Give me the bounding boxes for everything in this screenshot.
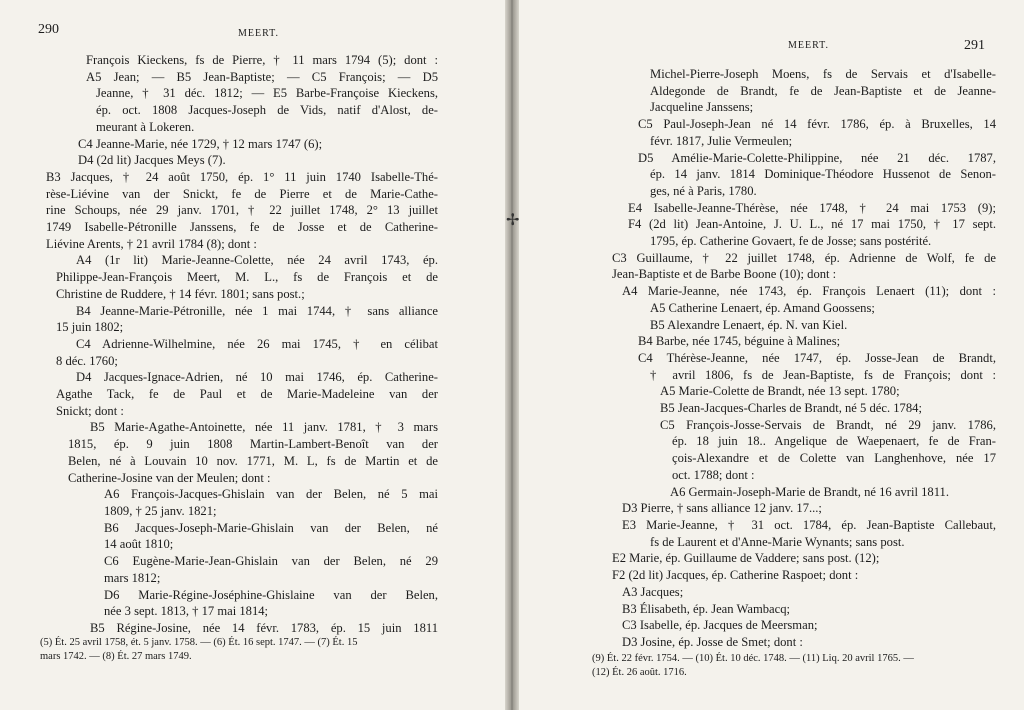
text-line: Jeanne, † 31 déc. 1812; — E5 Barbe-Françoise Kieckens, — [96, 86, 438, 101]
text-line: C6 Eugène-Marie-Jean-Ghislain van der Belen, né 29 — [104, 554, 438, 569]
text-line: D4 (2d lit) Jacques Meys (7). — [78, 153, 226, 168]
text-line: B5 Jean-Jacques-Charles de Brandt, né 5 déc. 1784; — [660, 401, 922, 416]
text-line: çois-Alexandre et de Colette van Langhenhove, née 17 — [672, 451, 996, 466]
text-line: D6 Marie-Régine-Joséphine-Ghislaine van der Belen, — [104, 587, 438, 602]
text-line: ép. 18 juin 18.. Angelique de Waepenaert, fe de Fran- — [672, 434, 996, 449]
left-body-text — [46, 52, 438, 637]
text-line: Aldegonde de Brandt, fe de Jean-Baptiste et de Jeanne- — [650, 83, 996, 98]
right-footnotes — [592, 652, 1002, 680]
text-line: 1815, ép. 9 juin 1808 Martin-Lambert-Benoît van der — [68, 437, 438, 452]
text-line: Jean-Baptiste et de Barbe Boone (10); dont : — [612, 267, 837, 282]
text-line: Jacqueline Janssens; — [650, 100, 754, 115]
footnote-line: mars 1742. — (8) Ét. 27 mars 1749. — [40, 651, 192, 662]
text-line: oct. 1788; dont : — [672, 467, 755, 482]
text-line: B4 Barbe, née 1745, béguine à Malines; — [638, 334, 841, 349]
text-line: 1749 Isabelle-Pétronille Janssens, fe de Josse et de Catherine- — [46, 220, 438, 235]
right-body-text — [612, 66, 996, 651]
text-line: E3 Marie-Jeanne, † 31 oct. 1784, ép. Jean-Baptiste Callebaut, — [622, 517, 996, 532]
text-line: E4 Isabelle-Jeanne-Thérèse, née 1748, † 24 mai 1753 (9); — [628, 200, 996, 215]
text-line: C4 Adrienne-Wilhelmine, née 26 mai 1745, † en célibat — [76, 336, 438, 351]
text-line: D3 Josine, ép. Josse de Smet; dont : — [622, 634, 803, 649]
text-line: née 3 sept. 1813, † 17 mai 1814; — [104, 604, 269, 619]
running-head-left: MEERT. — [238, 28, 280, 39]
text-line: D3 Pierre, † sans alliance 12 janv. 17...; — [622, 501, 822, 516]
text-line: C3 Guillaume, † 22 juillet 1748, ép. Adrienne de Wolf, fe de — [612, 250, 996, 265]
text-line: C5 François-Josse-Servais de Brandt, né 29 janv. 1786, — [660, 417, 996, 432]
text-line: B6 Jacques-Joseph-Marie-Ghislain van der Belen, né — [104, 520, 438, 535]
text-line: 15 juin 1802; — [56, 320, 124, 335]
footnote-line: (12) Ét. 26 août. 1716. — [592, 667, 687, 678]
text-line: Michel-Pierre-Joseph Moens, fs de Servais et d'Isabelle- — [650, 67, 996, 81]
page-number-right: 291 — [964, 38, 985, 53]
text-line: 1809, † 25 janv. 1821; — [104, 503, 217, 518]
text-line: mars 1812; — [104, 570, 161, 585]
text-line: A6 Germain-Joseph-Marie de Brandt, né 16 avril 1811. — [670, 484, 949, 499]
text-line: A6 François-Jacques-Ghislain van der Belen, né 5 mai — [104, 487, 438, 502]
text-line: ép. 14 janv. 1814 Dominique-Théodore Hussenot de Senon- — [650, 167, 996, 182]
text-line: A4 Marie-Jeanne, née 1743, ép. François Lenaert (11); dont : — [622, 284, 996, 299]
text-line: B5 Marie-Agathe-Antoinette, née 11 janv. 1781, † 3 mars — [90, 420, 438, 435]
text-line: Snickt; dont : — [56, 403, 124, 418]
text-line: 8 déc. 1760; — [56, 353, 118, 368]
text-line: C4 Thérèse-Jeanne, née 1747, ép. Josse-Jean de Brandt, — [638, 350, 996, 365]
text-line: rèse-Liévine van der Snickt, fe de Pierre et de Marie-Cathe- — [46, 186, 438, 201]
text-line: Agathe Tack, fe de Paul et de Marie-Madeleine van der — [56, 387, 438, 402]
text-line: meurant à Lokeren. — [96, 119, 195, 134]
text-line: 1795, ép. Catherine Govaert, fe de Josse; sans postérité. — [650, 234, 932, 249]
text-line: Philippe-Jean-François Meert, M. L., fs de François et de — [56, 270, 438, 285]
text-line: D4 Jacques-Ignace-Adrien, né 10 mai 1746, ép. Catherine- — [76, 370, 438, 385]
text-line: C3 Isabelle, ép. Jacques de Meersman; — [622, 618, 818, 633]
text-line: François Kieckens, fs de Pierre, † 11 mars 1794 (5); dont : — [86, 53, 438, 67]
right-page — [512, 0, 1024, 710]
text-line: Liévine Arents, † 21 avril 1784 (8); dont : — [46, 236, 257, 251]
text-line: févr. 1817, Julie Vermeulen; — [650, 133, 793, 148]
text-line: Christine de Ruddere, † 14 févr. 1801; sans post.; — [56, 286, 305, 301]
text-line: Catherine-Josine van der Meulen; dont : — [68, 470, 271, 485]
left-page — [0, 0, 505, 710]
text-line: A4 (1r lit) Marie-Jeanne-Colette, née 24 avril 1743, ép. — [76, 253, 438, 268]
text-line: D5 Amélie-Marie-Colette-Philippine, née 21 déc. 1787, — [638, 150, 996, 165]
text-line: A5 Marie-Colette de Brandt, née 13 sept. 1780; — [660, 384, 900, 399]
text-line: C4 Jeanne-Marie, née 1729, † 12 mars 1747 (6); — [78, 136, 323, 151]
text-line: F2 (2d lit) Jacques, ép. Catherine Raspoet; dont : — [612, 568, 859, 583]
text-line: B4 Jeanne-Marie-Pétronille, née 1 mai 1744, † sans alliance — [76, 303, 438, 318]
text-line: A3 Jacques; — [622, 584, 684, 599]
text-line: A5 Jean; — B5 Jean-Baptiste; — C5 François; — D5 — [86, 69, 438, 84]
running-head-right: MEERT. — [788, 40, 830, 51]
text-line: A5 Catherine Lenaert, ép. Amand Goossens; — [650, 300, 875, 315]
footnote-line: (9) Ét. 22 févr. 1754. — (10) Ét. 10 déc. 1748. — (11) Liq. 20 avril 1765. — — [592, 653, 914, 664]
text-line: E2 Marie, ép. Guillaume de Vaddere; sans post. (12); — [612, 551, 880, 566]
text-line: † avril 1806, fs de Jean-Baptiste, fs de François; dont : — [650, 367, 996, 382]
text-line: C5 Paul-Joseph-Jean né 14 févr. 1786, ép. à Bruxelles, 14 — [638, 117, 996, 132]
text-line: B5 Régine-Josine, née 14 févr. 1783, ép. 15 juin 1811 — [90, 620, 438, 635]
page-number-left: 290 — [38, 22, 59, 37]
text-line: ép. oct. 1808 Jacques-Joseph de Vids, natif d'Alost, de- — [96, 103, 438, 118]
text-line: 14 août 1810; — [104, 537, 174, 552]
text-line: B5 Alexandre Lenaert, ép. N. van Kiel. — [650, 317, 848, 332]
text-line: ges, né à Paris, 1780. — [650, 183, 757, 198]
left-footnotes — [40, 636, 440, 664]
gutter-mark-icon: ✢ — [506, 212, 520, 229]
text-line: fs de Laurent et d'Anne-Marie Wynants; sans post. — [650, 534, 905, 549]
text-line: Belen, né à Louvain 10 nov. 1771, M. L, fs de Martin et de — [68, 453, 438, 468]
text-line: rine Schoups, née 29 janv. 1701, † 22 juillet 1748, 2° 13 juillet — [46, 203, 438, 218]
text-line: B3 Jacques, † 24 août 1750, ép. 1° 11 juin 1740 Isabelle-Thé- — [46, 169, 438, 184]
text-line: B3 Élisabeth, ép. Jean Wambacq; — [622, 601, 791, 616]
footnote-line: (5) Ét. 25 avril 1758, ét. 5 janv. 1758. — (6) Ét. 16 sept. 1747. — (7) Ét. 15 — [40, 637, 358, 648]
text-line: F4 (2d lit) Jean-Antoine, J. U. L., né 17 mai 1750, † 17 sept. — [628, 217, 996, 232]
